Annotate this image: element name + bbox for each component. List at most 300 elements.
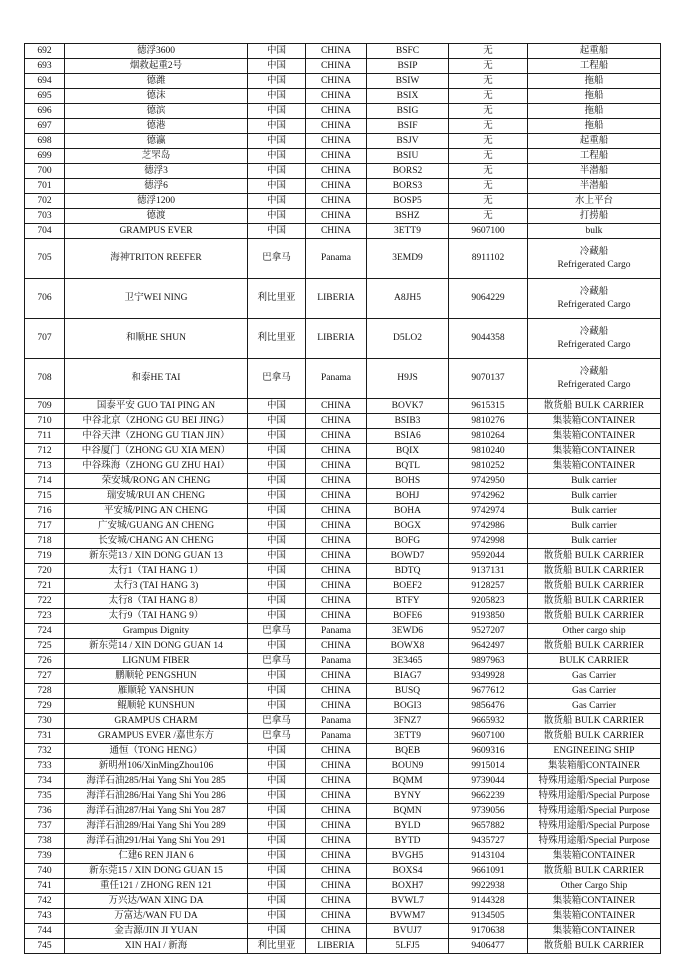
table-row xyxy=(25,729,661,744)
cell-imo-number: 无 xyxy=(449,89,528,104)
cell-flag-chinese: 中国 xyxy=(248,104,306,119)
cell-flag-chinese: 中国 xyxy=(248,909,306,924)
table-row xyxy=(25,429,661,444)
cell-callsign: BOEF2 xyxy=(367,579,449,594)
table-row xyxy=(25,489,661,504)
cell-callsign: BOFE6 xyxy=(367,609,449,624)
cell-ship-name: 中谷北京（ZHONG GU BEI JING） xyxy=(65,414,248,429)
cell-flag-english: CHINA xyxy=(306,119,367,134)
cell-flag-chinese: 巴拿马 xyxy=(248,729,306,744)
cell-callsign: A8JH5 xyxy=(367,279,449,319)
cell-index: 737 xyxy=(25,819,65,834)
cell-flag-chinese: 中国 xyxy=(248,474,306,489)
cell-imo-number: 9739056 xyxy=(449,804,528,819)
cell-index: 697 xyxy=(25,119,65,134)
cell-ship-name: 中谷珠海（ZHONG GU ZHU HAI） xyxy=(65,459,248,474)
cell-flag-english: CHINA xyxy=(306,474,367,489)
cell-flag-english: CHINA xyxy=(306,489,367,504)
cell-callsign: BOHJ xyxy=(367,489,449,504)
table-row xyxy=(25,564,661,579)
cell-index: 730 xyxy=(25,714,65,729)
cell-flag-chinese: 中国 xyxy=(248,534,306,549)
cell-ship-type: 起重船 xyxy=(528,44,661,59)
cell-index: 744 xyxy=(25,924,65,939)
cell-ship-name: 和顺HE SHUN xyxy=(65,319,248,359)
cell-imo-number: 9810264 xyxy=(449,429,528,444)
cell-ship-name: 太行1（TAI HANG 1） xyxy=(65,564,248,579)
cell-ship-name: 鹏顺轮 PENGSHUN xyxy=(65,669,248,684)
cell-imo-number: 9661091 xyxy=(449,864,528,879)
cell-imo-number: 无 xyxy=(449,209,528,224)
cell-index: 715 xyxy=(25,489,65,504)
cell-callsign: BVGH5 xyxy=(367,849,449,864)
table-row xyxy=(25,789,661,804)
cell-flag-english: CHINA xyxy=(306,534,367,549)
cell-ship-name: 德港 xyxy=(65,119,248,134)
cell-ship-name: 和泰HE TAI xyxy=(65,359,248,399)
cell-callsign: BOGX xyxy=(367,519,449,534)
cell-index: 712 xyxy=(25,444,65,459)
cell-flag-chinese: 中国 xyxy=(248,879,306,894)
cell-imo-number: 9810252 xyxy=(449,459,528,474)
cell-imo-number: 9742950 xyxy=(449,474,528,489)
cell-imo-number: 9607100 xyxy=(449,729,528,744)
table-row xyxy=(25,104,661,119)
cell-callsign: BSJV xyxy=(367,134,449,149)
table-row xyxy=(25,609,661,624)
cell-ship-type: 特殊用途船/Special Purpose xyxy=(528,819,661,834)
cell-imo-number: 9742962 xyxy=(449,489,528,504)
cell-index: 735 xyxy=(25,789,65,804)
cell-flag-english: CHINA xyxy=(306,74,367,89)
cell-callsign: BIAG7 xyxy=(367,669,449,684)
cell-ship-type: Gas Carrier xyxy=(528,699,661,714)
cell-flag-chinese: 中国 xyxy=(248,834,306,849)
cell-imo-number: 9915014 xyxy=(449,759,528,774)
cell-callsign: BQTL xyxy=(367,459,449,474)
cell-callsign: BOWX8 xyxy=(367,639,449,654)
cell-index: 710 xyxy=(25,414,65,429)
cell-ship-type: 散货船 BULK CARRIER xyxy=(528,639,661,654)
cell-flag-chinese: 中国 xyxy=(248,74,306,89)
cell-callsign: 3ETT9 xyxy=(367,729,449,744)
cell-imo-number: 9137131 xyxy=(449,564,528,579)
cell-index: 723 xyxy=(25,609,65,624)
cell-flag-chinese: 中国 xyxy=(248,194,306,209)
cell-callsign: BORS2 xyxy=(367,164,449,179)
cell-imo-number: 9134505 xyxy=(449,909,528,924)
table-row xyxy=(25,624,661,639)
cell-index: 714 xyxy=(25,474,65,489)
ship-table-body xyxy=(25,44,661,954)
cell-ship-name: 海洋石油285/Hai Yang Shi You 285 xyxy=(65,774,248,789)
cell-ship-type: 集装箱CONTAINER xyxy=(528,909,661,924)
cell-ship-type: Other Cargo Ship xyxy=(528,879,661,894)
cell-flag-english: CHINA xyxy=(306,894,367,909)
cell-index: 692 xyxy=(25,44,65,59)
cell-index: 700 xyxy=(25,164,65,179)
cell-flag-english: Panama xyxy=(306,729,367,744)
cell-ship-type: 散货船 BULK CARRIER xyxy=(528,564,661,579)
cell-ship-name: GRAMPUS EVER xyxy=(65,224,248,239)
cell-flag-english: CHINA xyxy=(306,609,367,624)
cell-flag-chinese: 中国 xyxy=(248,639,306,654)
cell-ship-type: 特殊用途船/Special Purpose xyxy=(528,834,661,849)
cell-flag-chinese: 中国 xyxy=(248,864,306,879)
table-row xyxy=(25,579,661,594)
cell-ship-type: Bulk carrier xyxy=(528,474,661,489)
cell-callsign: BSIU xyxy=(367,149,449,164)
cell-index: 740 xyxy=(25,864,65,879)
cell-index: 720 xyxy=(25,564,65,579)
table-row xyxy=(25,179,661,194)
cell-index: 741 xyxy=(25,879,65,894)
cell-imo-number: 9070137 xyxy=(449,359,528,399)
cell-flag-english: CHINA xyxy=(306,759,367,774)
cell-ship-type: 半潜船 xyxy=(528,164,661,179)
cell-callsign: BSIA6 xyxy=(367,429,449,444)
cell-imo-number: 9170638 xyxy=(449,924,528,939)
cell-flag-english: CHINA xyxy=(306,804,367,819)
cell-index: 707 xyxy=(25,319,65,359)
cell-ship-name: 海洋石油289/Hai Yang Shi You 289 xyxy=(65,819,248,834)
cell-ship-name: 德渡 xyxy=(65,209,248,224)
cell-flag-chinese: 中国 xyxy=(248,179,306,194)
cell-ship-name: 芝罘岛 xyxy=(65,149,248,164)
cell-ship-type: 集装箱CONTAINER xyxy=(528,459,661,474)
cell-imo-number: 9742986 xyxy=(449,519,528,534)
cell-ship-type: 起重船 xyxy=(528,134,661,149)
cell-flag-english: CHINA xyxy=(306,744,367,759)
cell-imo-number: 无 xyxy=(449,194,528,209)
cell-flag-english: CHINA xyxy=(306,504,367,519)
cell-flag-chinese: 中国 xyxy=(248,59,306,74)
table-row xyxy=(25,834,661,849)
table-row xyxy=(25,399,661,414)
cell-index: 703 xyxy=(25,209,65,224)
cell-imo-number: 9607100 xyxy=(449,224,528,239)
cell-callsign: BQMN xyxy=(367,804,449,819)
cell-flag-chinese: 巴拿马 xyxy=(248,654,306,669)
cell-flag-english: CHINA xyxy=(306,564,367,579)
table-row xyxy=(25,59,661,74)
cell-imo-number: 9742974 xyxy=(449,504,528,519)
cell-index: 693 xyxy=(25,59,65,74)
table-row xyxy=(25,459,661,474)
table-row xyxy=(25,744,661,759)
cell-callsign: BOHA xyxy=(367,504,449,519)
cell-imo-number: 无 xyxy=(449,44,528,59)
cell-flag-chinese: 中国 xyxy=(248,609,306,624)
cell-flag-chinese: 中国 xyxy=(248,579,306,594)
cell-callsign: BYLD xyxy=(367,819,449,834)
table-row xyxy=(25,924,661,939)
cell-flag-english: CHINA xyxy=(306,549,367,564)
table-row xyxy=(25,239,661,279)
cell-ship-name: 鲲顺轮 KUNSHUN xyxy=(65,699,248,714)
cell-index: 722 xyxy=(25,594,65,609)
cell-imo-number: 9193850 xyxy=(449,609,528,624)
cell-flag-chinese: 巴拿马 xyxy=(248,239,306,279)
cell-imo-number: 9527207 xyxy=(449,624,528,639)
cell-ship-name: 海洋石油287/Hai Yang Shi You 287 xyxy=(65,804,248,819)
cell-flag-chinese: 巴拿马 xyxy=(248,714,306,729)
cell-imo-number: 9406477 xyxy=(449,939,528,954)
table-row xyxy=(25,194,661,209)
table-row xyxy=(25,699,661,714)
cell-ship-type: 打捞船 xyxy=(528,209,661,224)
cell-flag-chinese: 中国 xyxy=(248,804,306,819)
cell-ship-type: Gas Carrier xyxy=(528,684,661,699)
cell-index: 721 xyxy=(25,579,65,594)
cell-index: 701 xyxy=(25,179,65,194)
cell-callsign: BSIW xyxy=(367,74,449,89)
cell-ship-name: 德浮1200 xyxy=(65,194,248,209)
cell-flag-chinese: 中国 xyxy=(248,119,306,134)
cell-ship-name: 通恒（TONG HENG） xyxy=(65,744,248,759)
cell-callsign: BOGI3 xyxy=(367,699,449,714)
cell-flag-chinese: 中国 xyxy=(248,224,306,239)
cell-flag-english: CHINA xyxy=(306,164,367,179)
cell-flag-chinese: 中国 xyxy=(248,519,306,534)
cell-callsign: BUSQ xyxy=(367,684,449,699)
table-row xyxy=(25,504,661,519)
cell-index: 743 xyxy=(25,909,65,924)
cell-index: 725 xyxy=(25,639,65,654)
cell-ship-type: 特殊用途船/Special Purpose xyxy=(528,774,661,789)
cell-ship-type: 散货船 BULK CARRIER xyxy=(528,549,661,564)
cell-ship-name: 新明州106/XinMingZhou106 xyxy=(65,759,248,774)
cell-ship-type: 散货船 BULK CARRIER xyxy=(528,609,661,624)
cell-flag-english: Panama xyxy=(306,359,367,399)
cell-ship-type: 冷藏船 Refrigerated Cargo xyxy=(528,359,661,399)
cell-index: 717 xyxy=(25,519,65,534)
cell-ship-type: 水上平台 xyxy=(528,194,661,209)
cell-callsign: BOFG xyxy=(367,534,449,549)
cell-flag-english: CHINA xyxy=(306,224,367,239)
cell-callsign: BQIX xyxy=(367,444,449,459)
cell-ship-type: 散货船 BULK CARRIER xyxy=(528,864,661,879)
table-row xyxy=(25,444,661,459)
cell-imo-number: 9642497 xyxy=(449,639,528,654)
cell-index: 694 xyxy=(25,74,65,89)
cell-callsign: BQEB xyxy=(367,744,449,759)
table-row xyxy=(25,594,661,609)
cell-flag-chinese: 中国 xyxy=(248,89,306,104)
cell-callsign: 3FNZ7 xyxy=(367,714,449,729)
cell-index: 719 xyxy=(25,549,65,564)
table-row xyxy=(25,639,661,654)
cell-ship-type: 冷藏船 Refrigerated Cargo xyxy=(528,239,661,279)
cell-callsign: BOHS xyxy=(367,474,449,489)
cell-ship-name: 长安城/CHANG AN CHENG xyxy=(65,534,248,549)
table-row xyxy=(25,774,661,789)
cell-index: 745 xyxy=(25,939,65,954)
table-row xyxy=(25,134,661,149)
cell-flag-english: CHINA xyxy=(306,519,367,534)
cell-index: 728 xyxy=(25,684,65,699)
cell-imo-number: 9665932 xyxy=(449,714,528,729)
cell-index: 711 xyxy=(25,429,65,444)
cell-callsign: BSIG xyxy=(367,104,449,119)
cell-flag-english: CHINA xyxy=(306,194,367,209)
cell-flag-english: CHINA xyxy=(306,594,367,609)
cell-index: 708 xyxy=(25,359,65,399)
cell-flag-chinese: 中国 xyxy=(248,894,306,909)
cell-flag-chinese: 利比里亚 xyxy=(248,279,306,319)
cell-imo-number: 9128257 xyxy=(449,579,528,594)
cell-flag-chinese: 巴拿马 xyxy=(248,359,306,399)
cell-imo-number: 无 xyxy=(449,119,528,134)
cell-flag-chinese: 中国 xyxy=(248,594,306,609)
cell-ship-name: 德滨 xyxy=(65,104,248,119)
cell-flag-english: CHINA xyxy=(306,209,367,224)
cell-index: 731 xyxy=(25,729,65,744)
table-row xyxy=(25,909,661,924)
cell-callsign: H9JS xyxy=(367,359,449,399)
cell-imo-number: 无 xyxy=(449,164,528,179)
cell-flag-english: CHINA xyxy=(306,459,367,474)
cell-ship-name: 德浮3 xyxy=(65,164,248,179)
cell-ship-name: 太行9（TAI HANG 9） xyxy=(65,609,248,624)
cell-imo-number: 9064229 xyxy=(449,279,528,319)
cell-ship-type: 集装箱CONTAINER xyxy=(528,894,661,909)
cell-ship-type: 散货船 BULK CARRIER xyxy=(528,579,661,594)
cell-flag-english: Panama xyxy=(306,624,367,639)
cell-flag-english: LIBERIA xyxy=(306,279,367,319)
table-row xyxy=(25,654,661,669)
cell-callsign: BQMM xyxy=(367,774,449,789)
table-row xyxy=(25,849,661,864)
cell-callsign: BVWM7 xyxy=(367,909,449,924)
cell-flag-chinese: 中国 xyxy=(248,699,306,714)
cell-imo-number: 无 xyxy=(449,149,528,164)
cell-flag-chinese: 中国 xyxy=(248,44,306,59)
cell-ship-name: 中谷厦门（ZHONG GU XIA MEN） xyxy=(65,444,248,459)
cell-callsign: BSIX xyxy=(367,89,449,104)
cell-ship-name: 德浮6 xyxy=(65,179,248,194)
cell-ship-name: 万兴达/WAN XING DA xyxy=(65,894,248,909)
table-row xyxy=(25,319,661,359)
table-row xyxy=(25,149,661,164)
cell-ship-name: 太行8（TAI HANG 8） xyxy=(65,594,248,609)
cell-ship-type: 集装箱CONTAINER xyxy=(528,849,661,864)
table-row xyxy=(25,804,661,819)
cell-flag-chinese: 中国 xyxy=(248,744,306,759)
cell-ship-name: 雁顺轮 YANSHUN xyxy=(65,684,248,699)
cell-flag-chinese: 中国 xyxy=(248,164,306,179)
cell-callsign: BORS3 xyxy=(367,179,449,194)
cell-callsign: 5LFJ5 xyxy=(367,939,449,954)
cell-ship-type: Bulk carrier xyxy=(528,489,661,504)
cell-ship-name: 仁建6 REN JIAN 6 xyxy=(65,849,248,864)
table-row xyxy=(25,89,661,104)
cell-flag-english: CHINA xyxy=(306,444,367,459)
cell-index: 713 xyxy=(25,459,65,474)
cell-index: 726 xyxy=(25,654,65,669)
table-row xyxy=(25,894,661,909)
table-row xyxy=(25,224,661,239)
cell-callsign: 3ETT9 xyxy=(367,224,449,239)
cell-callsign: BOUN9 xyxy=(367,759,449,774)
cell-imo-number: 9739044 xyxy=(449,774,528,789)
cell-flag-english: CHINA xyxy=(306,774,367,789)
cell-callsign: BSHZ xyxy=(367,209,449,224)
cell-index: 733 xyxy=(25,759,65,774)
cell-index: 702 xyxy=(25,194,65,209)
cell-ship-name: 万富达/WAN FU DA xyxy=(65,909,248,924)
cell-callsign: BTFY xyxy=(367,594,449,609)
cell-imo-number: 9657882 xyxy=(449,819,528,834)
cell-ship-type: 拖船 xyxy=(528,74,661,89)
cell-flag-chinese: 中国 xyxy=(248,429,306,444)
cell-imo-number: 9143104 xyxy=(449,849,528,864)
cell-flag-chinese: 中国 xyxy=(248,209,306,224)
cell-flag-english: CHINA xyxy=(306,864,367,879)
cell-callsign: 3EMD9 xyxy=(367,239,449,279)
cell-flag-english: CHINA xyxy=(306,179,367,194)
cell-flag-english: Panama xyxy=(306,654,367,669)
cell-callsign: BYTD xyxy=(367,834,449,849)
cell-ship-type: 集装箱CONTAINER xyxy=(528,414,661,429)
cell-ship-type: Bulk carrier xyxy=(528,504,661,519)
cell-imo-number: 无 xyxy=(449,104,528,119)
cell-ship-name: GRAMPUS CHARM xyxy=(65,714,248,729)
cell-flag-chinese: 中国 xyxy=(248,849,306,864)
cell-imo-number: 8911102 xyxy=(449,239,528,279)
cell-flag-chinese: 中国 xyxy=(248,549,306,564)
cell-flag-english: CHINA xyxy=(306,579,367,594)
table-row xyxy=(25,819,661,834)
table-row xyxy=(25,519,661,534)
cell-ship-type: Other cargo ship xyxy=(528,624,661,639)
cell-flag-english: CHINA xyxy=(306,669,367,684)
cell-flag-english: CHINA xyxy=(306,59,367,74)
table-row xyxy=(25,474,661,489)
cell-ship-name: 德瀛 xyxy=(65,134,248,149)
cell-callsign: BYNY xyxy=(367,789,449,804)
cell-ship-type: 集装箱CONTAINER xyxy=(528,924,661,939)
table-row xyxy=(25,549,661,564)
cell-callsign: BSIP xyxy=(367,59,449,74)
cell-flag-chinese: 中国 xyxy=(248,134,306,149)
table-row xyxy=(25,684,661,699)
cell-callsign: BOXH7 xyxy=(367,879,449,894)
table-row xyxy=(25,209,661,224)
cell-ship-type: 集装箱CONTAINER xyxy=(528,429,661,444)
cell-flag-english: CHINA xyxy=(306,399,367,414)
cell-index: 739 xyxy=(25,849,65,864)
cell-flag-english: CHINA xyxy=(306,684,367,699)
cell-imo-number: 无 xyxy=(449,179,528,194)
cell-ship-name: GRAMPUS EVER /嘉世东方 xyxy=(65,729,248,744)
cell-flag-chinese: 中国 xyxy=(248,669,306,684)
cell-flag-english: Panama xyxy=(306,714,367,729)
cell-flag-english: CHINA xyxy=(306,149,367,164)
cell-ship-name: XIN HAI / 新海 xyxy=(65,939,248,954)
cell-flag-english: CHINA xyxy=(306,429,367,444)
table-row xyxy=(25,44,661,59)
cell-ship-type: ENGINEEING SHIP xyxy=(528,744,661,759)
cell-callsign: 3E3465 xyxy=(367,654,449,669)
cell-callsign: BOVK7 xyxy=(367,399,449,414)
cell-flag-english: CHINA xyxy=(306,89,367,104)
cell-index: 729 xyxy=(25,699,65,714)
ship-registry-table xyxy=(24,43,661,954)
cell-index: 696 xyxy=(25,104,65,119)
cell-ship-name: 海神TRITON REEFER xyxy=(65,239,248,279)
cell-flag-chinese: 中国 xyxy=(248,684,306,699)
